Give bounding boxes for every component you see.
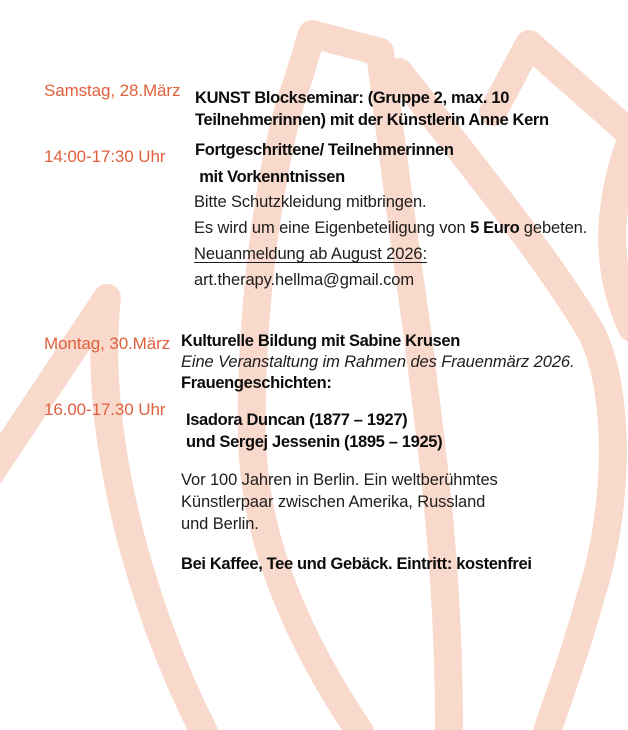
event-2-date-day: Montag, 30.März [44,334,171,353]
event-2-name-line-2: und Sergej Jessenin (1895 – 1925) [186,433,443,451]
event-1-date-time: 14:00-17:30 Uhr [44,147,166,166]
event-1-audience-line-1: Fortgeschrittene/ Teilnehmerinnen [195,141,454,159]
event-2-name-line-1: Isadora Duncan (1877 – 1927) [186,411,408,429]
event-1-fee-suffix: gebeten. [519,219,588,237]
event-2-title: Kulturelle Bildung mit Sabine Krusen [181,332,460,350]
event-1-title-line-1: KUNST Blockseminar: (Gruppe 2, max. 10 [195,89,510,107]
event-2-description-line-2: Künstlerpaar zwischen Amerika, Russland [181,493,486,511]
event-2-names [186,409,442,453]
event-2-date-time: 16.00-17.30 Uhr [44,400,166,419]
event-1-date [44,36,180,212]
event-1-fee-amount: 5 Euro [470,219,520,237]
event-2-date [44,289,170,465]
event-1-body [194,189,587,293]
event-2-description-line-1: Vor 100 Jahren in Berlin. Ein weltberühmtes [181,471,498,489]
event-1-date-day: Samstag, 28.März [44,81,181,100]
event-1-registration-note: Neuanmeldung ab August 2026: [194,245,427,263]
event-2-description [181,469,498,535]
event-1-note: Bitte Schutzkleidung mitbringen. [194,193,427,211]
event-1-email: art.therapy.hellma@gmail.com [194,271,414,289]
event-2-series-label: Frauengeschichten: [181,374,332,392]
event-1-fee-line [194,215,587,241]
event-2-header [181,331,574,394]
event-1-title-line-2: Teilnehmerinnen) mit der Künstlerin Anne Kern [195,111,549,129]
event-2-description-line-3: und Berlin. [181,515,259,533]
event-1-fee-prefix: Es wird um eine Eigenbeteiligung von [194,219,471,237]
event-1-title [195,87,549,131]
event-1-audience-line-2: mit Vorkenntnissen [195,168,345,186]
event-2-footer: Bei Kaffee, Tee und Gebäck. Eintritt: kostenfrei [181,555,532,573]
event-2-subtitle: Eine Veranstaltung im Rahmen des Frauenmärz 2026. [181,353,575,371]
stroke-right-edge-arc [612,143,628,328]
